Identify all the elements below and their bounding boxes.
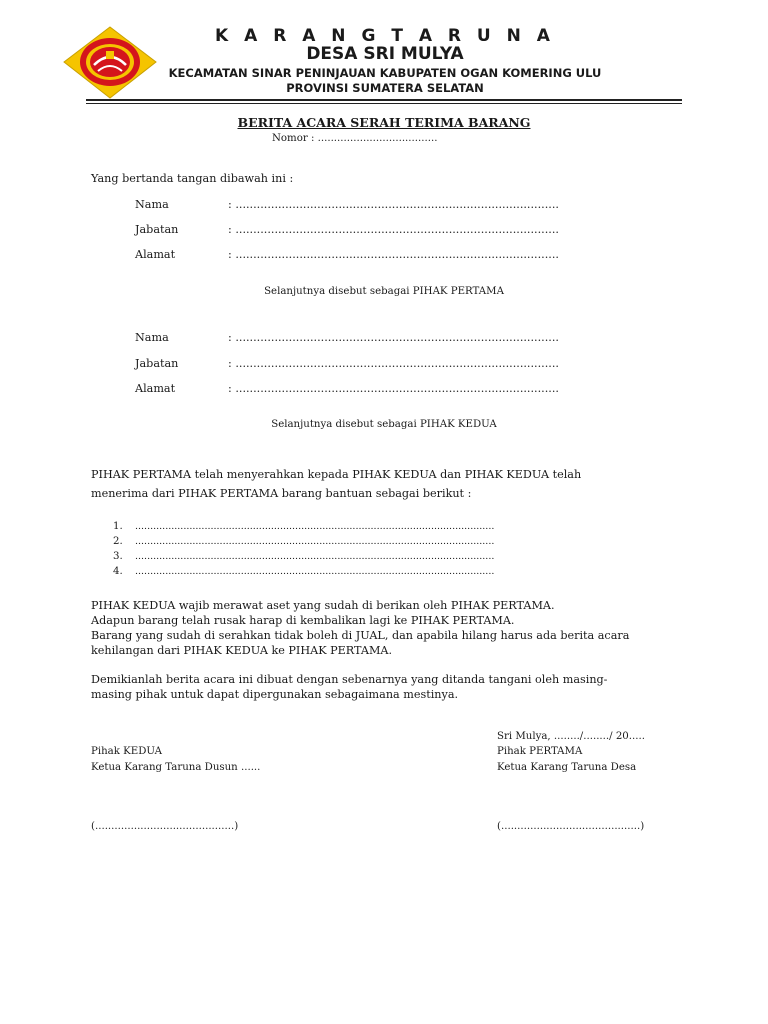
- item-number: 3.: [113, 551, 123, 562]
- header-divider-thin: [86, 103, 682, 104]
- obligation-line: PIHAK KEDUA wajib merawat aset yang sudah di berikan oleh PIHAK PERTAMA.: [91, 599, 555, 612]
- field-value: : ...........................................................................................: [228, 198, 559, 211]
- item-line: .......................................................................................................................: [135, 521, 495, 532]
- sign-left-role: Pihak KEDUA: [91, 746, 163, 757]
- document-number: Nomor : .....................................: [272, 133, 438, 144]
- obligation-line: Barang yang sudah di serahkan tidak boleh di JUAL, dan apabila hilang harus ada berita acara: [91, 629, 630, 642]
- pihak-kedua-caption: Selanjutnya disebut sebagai PIHAK KEDUA: [271, 419, 497, 430]
- field-value: : ...........................................................................................: [228, 357, 559, 370]
- obligation-line: Adapun barang telah rusak harap di kembalikan lagi ke PIHAK PERTAMA.: [91, 614, 515, 627]
- field-value: : ...........................................................................................: [228, 382, 559, 395]
- sign-right-title: Ketua Karang Taruna Desa: [497, 762, 637, 773]
- intro-text: Yang bertanda tangan dibawah ini :: [91, 172, 294, 185]
- sign-left-title: Ketua Karang Taruna Dusun ......: [91, 762, 261, 773]
- field-label: Jabatan: [135, 223, 179, 236]
- field-label: Nama: [135, 331, 169, 344]
- village-name: DESA SRI MULYA: [306, 44, 464, 64]
- handover-line: PIHAK PERTAMA telah menyerahkan kepada PIHAK KEDUA dan PIHAK KEDUA telah: [91, 468, 582, 481]
- item-number: 1.: [113, 521, 123, 532]
- field-value: : ...........................................................................................: [228, 223, 559, 236]
- field-label: Alamat: [135, 382, 176, 395]
- item-number: 2.: [113, 536, 123, 547]
- org-name: K A R A N G T A R U N A: [215, 26, 555, 46]
- closing-line: Demikianlah berita acara ini dibuat dengan sebenarnya yang ditanda tangani oleh masing-: [91, 673, 608, 686]
- district-line: KECAMATAN SINAR PENINJAUAN KABUPATEN OGAN KOMERING ULU: [168, 66, 602, 80]
- header-divider-thick: [86, 99, 682, 101]
- document-title: BERITA ACARA SERAH TERIMA BARANG: [237, 115, 531, 130]
- field-label: Nama: [135, 198, 169, 211]
- field-value: : ...........................................................................................: [228, 331, 559, 344]
- obligation-line: kehilangan dari PIHAK KEDUA ke PIHAK PERTAMA.: [91, 644, 393, 657]
- field-label: Alamat: [135, 248, 176, 261]
- handover-line: menerima dari PIHAK PERTAMA barang bantuan sebagai berikut :: [91, 487, 472, 500]
- field-label: Jabatan: [135, 357, 179, 370]
- item-number: 4.: [113, 566, 123, 577]
- karang-taruna-logo: [60, 25, 160, 100]
- item-line: .......................................................................................................................: [135, 536, 495, 547]
- field-value: : ...........................................................................................: [228, 248, 559, 261]
- sign-left-name: (...........................................): [91, 821, 239, 832]
- sign-right-name: (...........................................): [497, 821, 645, 832]
- place-date: Sri Mulya, ......../......../ 20.....: [497, 731, 645, 742]
- pihak-pertama-caption: Selanjutnya disebut sebagai PIHAK PERTAMA: [264, 286, 504, 297]
- sign-right-role: Pihak PERTAMA: [497, 746, 583, 757]
- province-line: PROVINSI SUMATERA SELATAN: [286, 81, 484, 95]
- item-line: .......................................................................................................................: [135, 551, 495, 562]
- item-line: .......................................................................................................................: [135, 566, 495, 577]
- closing-line: masing pihak untuk dapat dipergunakan sebagaimana mestinya.: [91, 688, 459, 701]
